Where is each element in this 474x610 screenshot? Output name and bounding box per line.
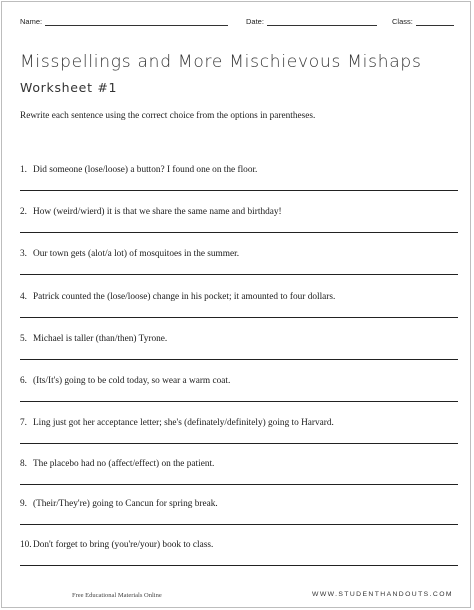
worksheet-subtitle: Worksheet #1 bbox=[20, 80, 118, 95]
question-item bbox=[20, 459, 460, 499]
question-sentence: Don't forget to bring (you're/your) book to class. bbox=[33, 540, 214, 550]
question-number: 4. bbox=[20, 292, 27, 302]
class-field[interactable] bbox=[392, 14, 454, 26]
question-number: 2. bbox=[20, 207, 27, 217]
question-number: 5. bbox=[20, 334, 27, 344]
answer-line[interactable] bbox=[20, 190, 458, 191]
question-text bbox=[20, 540, 213, 550]
question-sentence: Did someone (lose/loose) a button? I found one on the floor. bbox=[33, 165, 258, 175]
question-item bbox=[20, 418, 460, 458]
question-item bbox=[20, 165, 460, 205]
date-field[interactable] bbox=[246, 14, 377, 26]
answer-line[interactable] bbox=[20, 565, 458, 566]
question-item bbox=[20, 207, 460, 247]
question-number: 1. bbox=[20, 165, 27, 175]
answer-line[interactable] bbox=[20, 232, 458, 233]
name-label: Name: bbox=[20, 17, 43, 26]
question-item bbox=[20, 499, 460, 539]
question-text bbox=[20, 499, 218, 509]
question-sentence: (Their/They're) going to Cancun for spring break. bbox=[33, 499, 218, 509]
footer-tagline: Free Educational Materials Online bbox=[72, 592, 162, 599]
worksheet-page bbox=[1, 1, 471, 608]
question-text bbox=[20, 249, 239, 259]
question-number: 6. bbox=[20, 376, 27, 386]
question-sentence: Michael is taller (than/then) Tyrone. bbox=[33, 334, 168, 344]
instructions: Rewrite each sentence using the correct choice from the options in parentheses. bbox=[20, 111, 316, 121]
worksheet-title: Misspellings and More Mischievous Mishaps bbox=[20, 52, 422, 72]
question-number: 10. bbox=[20, 540, 32, 550]
date-blank-line[interactable] bbox=[267, 16, 377, 26]
question-number: 7. bbox=[20, 418, 27, 428]
student-info-header bbox=[20, 14, 456, 30]
date-label: Date: bbox=[246, 17, 264, 26]
question-text bbox=[20, 459, 214, 469]
question-item bbox=[20, 540, 460, 580]
footer-website-link[interactable]: WWW.STUDENTHANDOUTS.COM bbox=[312, 591, 453, 598]
question-sentence: (Its/It's) going to be cold today, so wear a warm coat. bbox=[33, 376, 231, 386]
question-number: 3. bbox=[20, 249, 27, 259]
question-item bbox=[20, 292, 460, 332]
question-item bbox=[20, 376, 460, 416]
class-blank-line[interactable] bbox=[416, 16, 454, 26]
question-sentence: Our town gets (alot/a lot) of mosquitoes in the summer. bbox=[33, 249, 240, 259]
question-sentence: Ling just got her acceptance letter; she's (definately/definitely) going to Harvard. bbox=[33, 418, 334, 428]
question-text bbox=[20, 334, 167, 344]
question-text bbox=[20, 376, 230, 386]
question-text bbox=[20, 165, 257, 175]
answer-line[interactable] bbox=[20, 484, 458, 485]
answer-line[interactable] bbox=[20, 317, 458, 318]
question-sentence: How (weird/wierd) it is that we share the same name and birthday! bbox=[33, 207, 282, 217]
name-blank-line[interactable] bbox=[45, 16, 228, 26]
question-number: 8. bbox=[20, 459, 27, 469]
question-text bbox=[20, 292, 335, 302]
question-item bbox=[20, 249, 460, 289]
answer-line[interactable] bbox=[20, 443, 458, 444]
answer-line[interactable] bbox=[20, 359, 458, 360]
question-number: 9. bbox=[20, 499, 27, 509]
name-field[interactable] bbox=[20, 14, 228, 26]
question-sentence: Patrick counted the (lose/loose) change in his pocket; it amounted to four dollars. bbox=[33, 292, 336, 302]
question-text bbox=[20, 207, 282, 217]
answer-line[interactable] bbox=[20, 401, 458, 402]
class-label: Class: bbox=[392, 17, 413, 26]
question-sentence: The placebo had no (affect/effect) on the patient. bbox=[33, 459, 215, 469]
answer-line[interactable] bbox=[20, 274, 458, 275]
question-text bbox=[20, 418, 334, 428]
answer-line[interactable] bbox=[20, 524, 458, 525]
question-item bbox=[20, 334, 460, 374]
